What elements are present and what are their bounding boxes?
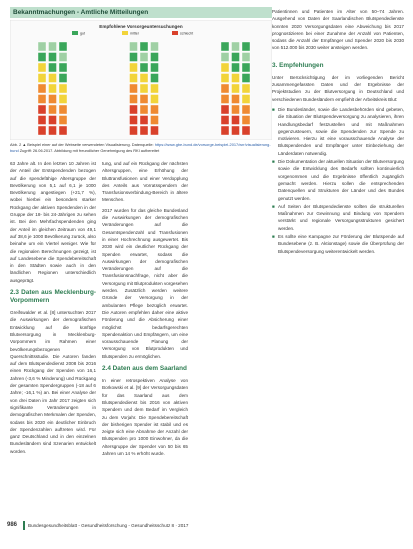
heatmap-cell (232, 74, 240, 83)
heatmap-cell (221, 84, 229, 93)
page-number: 986 (7, 522, 18, 528)
heatmap-cell (140, 95, 148, 104)
heatmap-cell (221, 126, 229, 135)
heatmap-cell (130, 126, 138, 135)
figure-caption-link[interactable]: https://www.gbe-bund.de/vorsorge-beispiel-2017/wrr/visualisierung-bund (10, 142, 271, 153)
legend-swatch (122, 31, 128, 35)
section-header-band (10, 7, 272, 18)
heatmap-cell (130, 84, 138, 93)
heatmap-cell (232, 105, 240, 114)
bullet-icon: ■ (272, 159, 275, 165)
heatmap-cell (221, 95, 229, 104)
legend-label: gut (80, 31, 85, 36)
heatmap-cell (232, 84, 240, 93)
heatmap-cell (130, 105, 138, 114)
heatmap-cell (151, 105, 159, 114)
heatmap-cell (49, 63, 57, 72)
heatmap-cell (59, 95, 67, 104)
heatmap-cell (242, 105, 250, 114)
heatmap-cell (130, 53, 138, 62)
legend-label: mittel (130, 31, 139, 36)
heatmap-cell (221, 105, 229, 114)
heatmap-cell (130, 74, 138, 83)
heatmap-cell (151, 95, 159, 104)
recommendation-text: Auf Seiten der Blutspendedienste sollten die strukturellen Maßnahmen zur Gewinnung und Bindung von Spendern verstärkt und regionale Versorgungsstrukturen gesichert werden. (278, 203, 404, 231)
bullet-icon: ■ (272, 234, 275, 240)
heatmap-cell (59, 84, 67, 93)
recommendation-text: Die Dokumentation der aktuellen Situation der Blutversorgung sowie die Entwicklung des Bedarfs sollten kontinuierlich vorgenommen und die Ergebnisse öffentlich zugänglich gemacht werden. Hierzu sollen die entsprechenden Datenquellen und Strukturen der Länder und des Bundes genutzt werden. (278, 159, 404, 201)
figure-caption (10, 142, 272, 154)
heatmap-cell (140, 53, 148, 62)
heatmap-cell (130, 42, 138, 51)
recommendation-item (272, 203, 404, 232)
heatmap-cell (38, 42, 46, 51)
left-paragraph-1: 63 Jahre alt. In den letzten 10 Jahren ist der Anteil der Erstspendenden bezogen auf die spendefähige Altersgruppe der Bevölkerung von 5,1 auf 6,1 je 1000 Bevölkerung angestiegen (+21,7 %), wobei hierbei ein besonders starker Rückgang der aktiven Spendenden in der Gruppe der 18- bis 24-Jährigen zu sehen ist. Bei den Mehrfachspendenden ging der Anteil im gleichen Zeitraum von 49,1 auf 38,6 je 1000 Bevölkerung zurück, also beinahe um ein Viertel weniger. Wie für die regionalen Berechnungen gezeigt, ist auf Landesebene die Spendebereitschaft in den Städten sowie auch in den ländlichen Regionen unterschiedlich ausgeprägt. (10, 161, 96, 283)
right-paragraph-1: Patientinnen und Patienten im Alter von 50–74 Jahren. Ausgehend von Daten der Saarlandischen Blutspendedienste konnten 2020 Versorgungsdaten eine Abweichung bis 2017 prognostizieren bei einer Zunahme der Anzahl von Patienten, sodass die Anzahl der Empfänger und Spender 2020 bis 2030 von 512.000 bis 2030 weiter ansteigen werden. (272, 9, 404, 51)
heatmap-cell (232, 95, 240, 104)
left-paragraph-2: Greifswalder et al. [8] untersuchten 2017 die Auswirkungen der demografischen Entwicklung auf die künftige Blutversorgung in Mecklenburg-Vorpommern im Rahmen einer bevölkerungsbezogenen Querschnittsstudie. Die Autoren fanden auf dem Blutspendedienst 2008 bis 2016 einen Rückgang der Spenden von 16,1 Jahren (-3,6 % Minderung) und Rückgang der gesamten Spendergruppen (-18 auf 6 Jahre; -16,1 %) an. Bei einer Analyse der von drei Daten im Jahr 2017 zeigten sich signifikante Veränderungen in demografischen Merkmalen der Spenden, sodass bis 2020 ein deutlicher Einbruch der Spendenzahlen auftreten wird. Für ganz Deutschland und in den einzelnen Bundesländern sind Szenarien entwickelt worden. (10, 310, 96, 454)
heatmap-cell (242, 53, 250, 62)
heatmap-cell (59, 63, 67, 72)
heatmap-cell (151, 42, 159, 51)
recommendation-item (272, 106, 404, 157)
heatmap-cell (59, 74, 67, 83)
heatmap-cell (59, 126, 67, 135)
heatmap-cell (140, 63, 148, 72)
heatmap-cell (38, 84, 46, 93)
heatmap-cell (140, 42, 148, 51)
heatmap-cell (49, 42, 57, 51)
left-section-heading: 2.3 Daten aus Mecklenburg-Vorpommern (10, 289, 96, 305)
heatmap-cell (140, 116, 148, 125)
text-column-middle (102, 160, 188, 516)
heatmap-cell (232, 126, 240, 135)
right-section-heading: 3. Empfehlungen (272, 61, 324, 69)
legend-swatch (72, 31, 78, 35)
heatmap-cell (38, 95, 46, 104)
journal-footer: Bundesgesundheitsblatt - Gesundheitsforschung - Gesundheitsschutz 8 · 2017 (28, 523, 189, 528)
heatmap-cell (49, 95, 57, 104)
legend-swatch (172, 31, 178, 35)
heatmap-cell (49, 84, 57, 93)
heatmap-cell (151, 63, 159, 72)
section-header-label: Bekanntmachungen - Amtliche Mitteilungen (13, 9, 149, 16)
heatmap-cell (38, 126, 46, 135)
heatmap-cell (242, 63, 250, 72)
heatmap-cell (140, 84, 148, 93)
heatmap-cell (38, 53, 46, 62)
heatmap-cell (38, 63, 46, 72)
legend-label: schlecht (180, 31, 194, 36)
heatmap-cell (221, 74, 229, 83)
heatmap-figure (10, 20, 272, 140)
heatmap-cell (59, 42, 67, 51)
heatmap-cell (232, 63, 240, 72)
figure-title: Empfohlene Vorsorgeuntersuchungen (99, 24, 183, 29)
heatmap-cell (130, 95, 138, 104)
middle-section-heading: 2.4 Daten aus dem Saarland (102, 365, 187, 373)
bullet-icon: ■ (272, 203, 275, 209)
figure-caption-tail: Zugriff: 26.06.2017. Abbildung mit freundlicher Genehmigung des RKI aufbereitet (19, 148, 160, 153)
heatmap-cell (49, 126, 57, 135)
heatmap-cell (242, 116, 250, 125)
heatmap-cell (151, 126, 159, 135)
heatmap-cell (221, 63, 229, 72)
heatmap-cell (130, 116, 138, 125)
text-column-left (10, 160, 96, 516)
recommendation-item (272, 158, 404, 202)
heatmap-cell (140, 74, 148, 83)
heatmap-cell (59, 53, 67, 62)
figure-caption-text: Abb. 2 ▲ Beispiel einer auf der Webseite verwendeten Visualisierung. Datenquelle: (10, 142, 154, 147)
heatmap-cell (49, 105, 57, 114)
heatmap-cell (151, 74, 159, 83)
heatmap-cell (151, 84, 159, 93)
recommendation-text: Die Bundesländer, sowie die Landesbehörden sind gebeten, die Situation der Blutspendeversorgung zu analysieren, ihren Handlungsbedarf festzustellen und mit Maßnahmen gegenzusteuern, sowie die Spendenden zur Spende zu motivieren. Hierzu ist eine vorausschauende Analyse der Blutspendenden und Empfänger unter Einbeziehung der Länderdaten notwendig. (278, 106, 404, 156)
heatmap-cell (232, 116, 240, 125)
middle-paragraph-1: tung, und auf ein Rückgang der nächsten Altersgruppen, eine Erhöhung der Bluttransfusionen und einer Verdopplung des Anteils aus Vorratsspendern der Transfusionsverbindung-Bereich in ältere Menschen. (102, 161, 188, 203)
heatmap-cell (151, 116, 159, 125)
heatmap-cell (49, 53, 57, 62)
footer-divider (23, 521, 25, 530)
recommendation-list (272, 106, 404, 255)
heatmap-cell (49, 74, 57, 83)
heatmap-cell (59, 105, 67, 114)
heatmap-cell (221, 116, 229, 125)
heatmap-cell (140, 105, 148, 114)
heatmap-cell (232, 42, 240, 51)
figure-visualization (10, 20, 272, 140)
heatmap-cell (38, 105, 46, 114)
heatmap-cell (242, 74, 250, 83)
recommendation-item (272, 233, 404, 255)
heatmap-cell (130, 63, 138, 72)
heatmap-cell (38, 74, 46, 83)
bullet-icon: ■ (272, 106, 275, 112)
heatmap-cell (242, 84, 250, 93)
heatmap-cell (242, 42, 250, 51)
recommendation-text: Es sollte eine Kampagne zur Förderung der Blutspende auf Bundesebene (z. B. Aktionstage) sowie die Überprüfung der Blutspendeversorgung weiterentwickelt werden. (278, 234, 404, 254)
heatmap-cell (221, 53, 229, 62)
heatmap-cell (232, 53, 240, 62)
heatmap-cell (38, 116, 46, 125)
heatmap-cell (242, 95, 250, 104)
heatmap-cell (151, 53, 159, 62)
middle-paragraph-2: 2017 wurden für das gleiche Bundesland die Auswirkungen der demografischen Veränderungen auf die Gesamtspendenzahl und Transfusionen in einer Hochrechnung ausgewertet. Bis 2030 wird ein deutlicher Rückgang der Spenden erwartet, sodass die Auswirkungen der demografischen Veränderungen auf die Transfusionsnachfrage, nicht aber die Versorgung mit Blutprodukten vorgesehen werden. Zusätzlich werden weitere Gründe der Versorgung in der ambulanten Pflege bezüglich erwartet. Die Autoren empfehlen daher eine aktive Förderung und die Absicherung einer möglichst bedarfsgerechten Spendenaktion und Empfängern, um eine vorausschauende Planung der Versorgung von Blutprodukten und Blutspenden zu ermöglichen. (102, 207, 188, 359)
heatmap-cell (59, 116, 67, 125)
heatmap-cell (49, 116, 57, 125)
right-intro: Unter Berücksichtigung der im vorliegenden Bericht zusammengefassten Daten und der Ergebnisse der Projektstudien zu der Blutversorgung in Deutschland und verschiedenen Bundesländern empfiehlt der Arbeitskreis Blut: (272, 74, 404, 102)
text-column-right (272, 8, 404, 518)
heatmap-cell (242, 126, 250, 135)
middle-paragraph-3: In einer retrospektiven Analyse von Borkowski et al. [9] der Versorgungsdaten für das Saarland aus dem Blutspendedienst bis 2016 von aktiven Spendern und dem Bedarf im Vergleich zu dem Vorjahr. Die Spendebereitschaft der bisherigen Spender ist stabil und es zeigte sich eine Abnahme der Anzahl der Blutspenden pro 1000 Einwohner, da die Altersgruppe der Spender von 50 bis 65 Jahren um 14 % erhöht wurde. (102, 378, 188, 456)
heatmap-cell (221, 42, 229, 51)
heatmap-cell (140, 126, 148, 135)
